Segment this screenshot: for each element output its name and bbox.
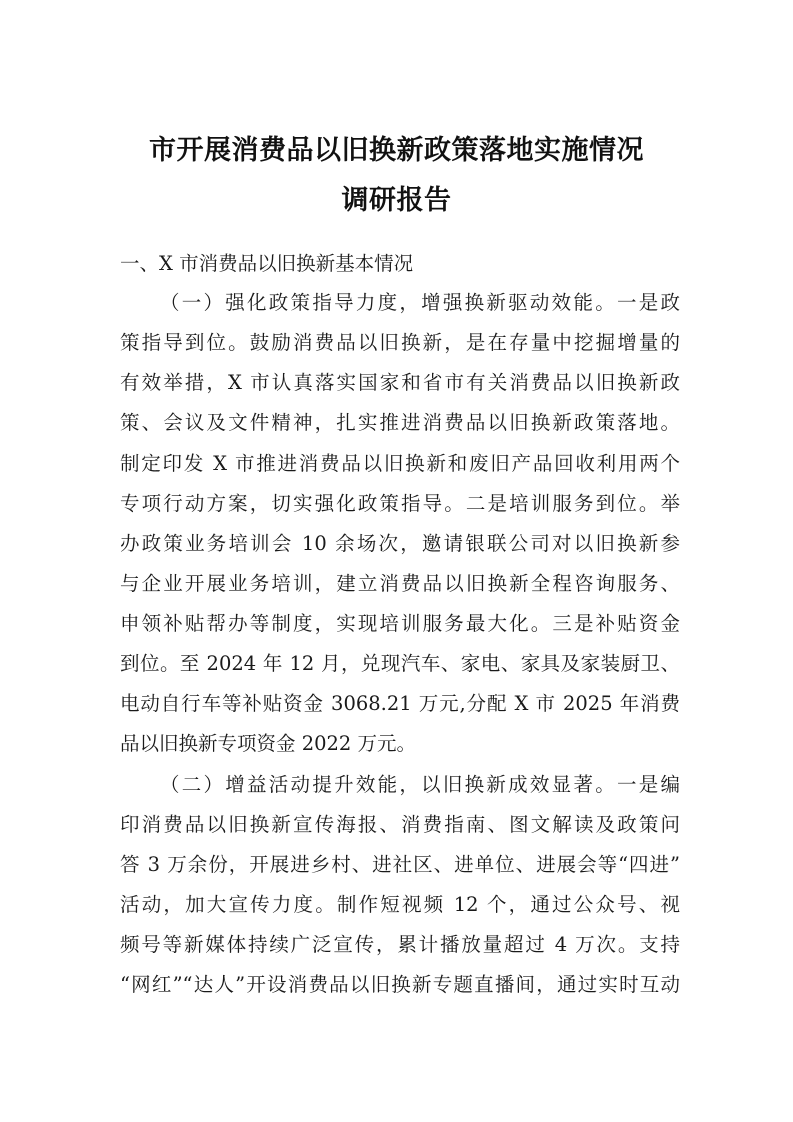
body-line: 办政策业务培训会 10 余场次，邀请银联公司对以旧换新参	[120, 532, 680, 555]
body-line: （二）增益活动提升效能，以旧换新成效显著。一是编	[160, 773, 680, 796]
body-line: （一）强化政策指导力度，增强换新驱动效能。一是政	[160, 291, 680, 314]
body-line: 策、会议及文件精神，扎实推进消费品以旧换新政策落地。	[120, 411, 680, 434]
body-line: 与企业开展业务培训，建立消费品以旧换新全程咨询服务、	[120, 572, 680, 595]
body-line: 印消费品以旧换新宣传海报、消费指南、图文解读及政策问	[120, 813, 680, 836]
body-line: 专项行动方案，切实强化政策指导。二是培训服务到位。举	[120, 492, 680, 515]
body-line: 频号等新媒体持续广泛宣传，累计播放量超过 4 万次。支持	[120, 933, 680, 956]
body-line: 品以旧换新专项资金 2022 万元。	[120, 732, 417, 755]
body-line: 答 3 万余份，开展进乡村、进社区、进单位、进展会等“四进”	[120, 853, 680, 876]
section-heading: 一、X 市消费品以旧换新基本情况	[120, 252, 414, 275]
body-line: 制定印发 X 市推进消费品以旧换新和废旧产品回收利用两个	[120, 452, 680, 475]
body-line: 电动自行车等补贴资金 3068.21 万元,分配 X 市 2025 年消费	[120, 692, 680, 715]
body-line: 申领补贴帮办等制度，实现培训服务最大化。三是补贴资金	[120, 612, 680, 635]
document-title-line-2: 调研报告	[341, 185, 452, 216]
body-line: “网红”“达人”开设消费品以旧换新专题直播间，通过实时互动	[120, 973, 680, 996]
body-line: 活动，加大宣传力度。制作短视频 12 个，通过公众号、视	[120, 893, 680, 916]
body-line: 到位。至 2024 年 12 月，兑现汽车、家电、家具及家装厨卫、	[120, 652, 680, 675]
body-line: 策指导到位。鼓励消费品以旧换新，是在存量中挖掘增量的	[120, 331, 680, 354]
body-line: 有效举措，X 市认真落实国家和省市有关消费品以旧换新政	[120, 371, 680, 394]
document-title-line-1: 市开展消费品以旧换新政策落地实施情况	[149, 135, 644, 166]
